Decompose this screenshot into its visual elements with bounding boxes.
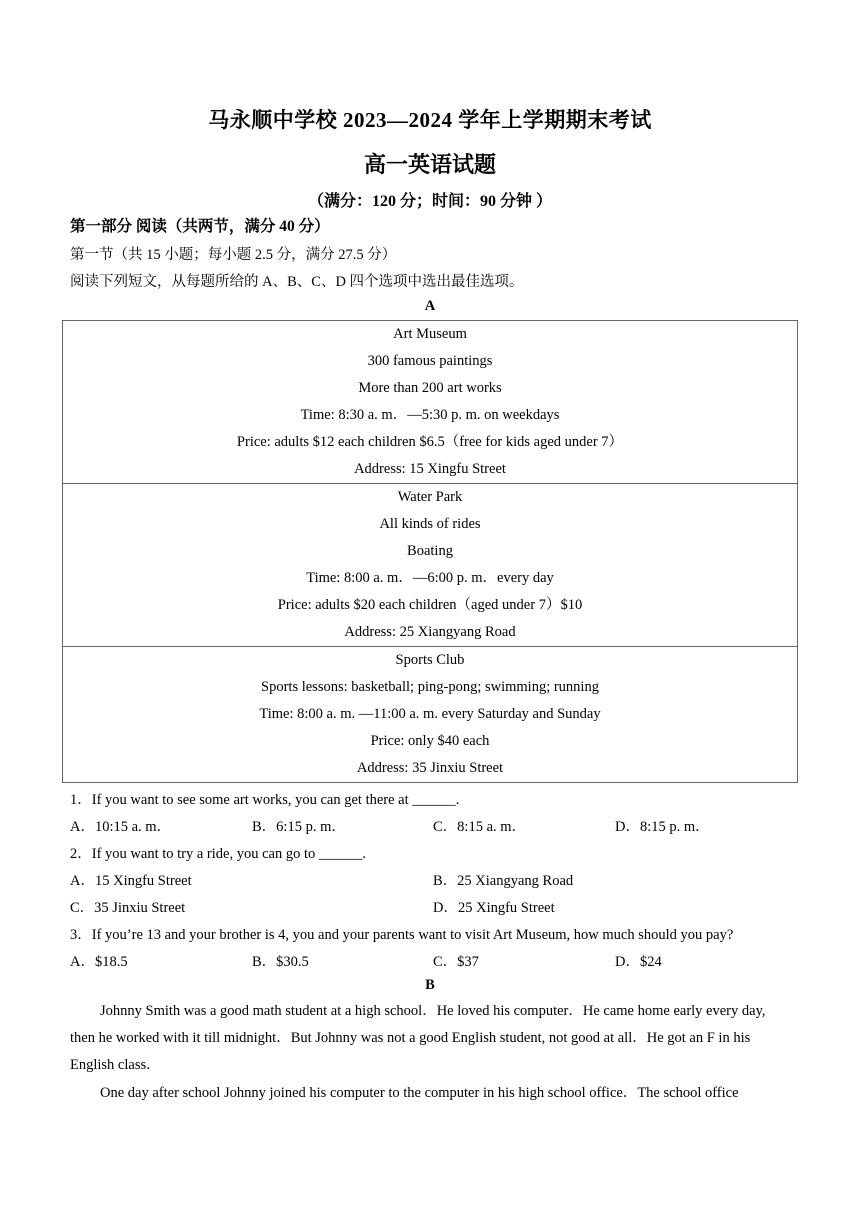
passage-b-paragraph-1: Johnny Smith was a good math student at a high school．He loved his computer．He came home early every day, then he worked with it till midnight．But Johnny was not a good English student, not good at all．He got an F in his English class． <box>70 1003 766 1073</box>
table-line: Sports Club <box>395 652 465 668</box>
question-2-stem: 2．If you want to try a ride, you can go to ______. <box>70 846 366 862</box>
table-line: Price: adults $12 each children $6.5（free for kids aged under 7） <box>236 434 624 450</box>
instruction-text: 阅读下列短文，从每题所给的 A、B、C、D 四个选项中选出最佳选项。 <box>70 274 524 290</box>
question-3-option-a[interactable]: A．$18.5 <box>70 954 128 970</box>
table-line: Time: 8:00 a. m. —11:00 a. m. every Saturday and Sunday <box>259 706 601 722</box>
table-line: Time: 8:30 a. m．—5:30 p. m. on weekdays <box>300 407 560 423</box>
exam-title: 马永顺中学校 2023—2024 学年上学期期末考试 <box>208 108 652 132</box>
section-heading: 第一节（共 15 小题；每小题 2.5 分，满分 27.5 分） <box>70 247 397 263</box>
question-3-option-b[interactable]: B．$30.5 <box>252 954 309 970</box>
table-line: Address: 15 Xingfu Street <box>354 461 506 477</box>
table-line: More than 200 art works <box>358 380 502 396</box>
question-1-option-b[interactable]: B．6:15 p. m． <box>252 819 346 835</box>
question-3-option-d[interactable]: D．$24 <box>615 954 662 970</box>
table-line: Boating <box>407 543 453 559</box>
table-cell-water-park <box>63 483 797 646</box>
question-2-option-b[interactable]: B．25 Xiangyang Road <box>433 873 574 889</box>
question-3-option-c[interactable]: C．$37 <box>433 954 479 970</box>
table-line: 300 famous paintings <box>367 353 493 369</box>
passage-a-label: A <box>424 298 436 314</box>
table-line: Address: 25 Xiangyang Road <box>344 624 516 640</box>
info-table <box>62 320 798 783</box>
question-1-option-c[interactable]: C．8:15 a. m． <box>433 819 527 835</box>
exam-subtitle: 高一英语试题 <box>363 152 496 177</box>
table-line: Price: only $40 each <box>370 733 490 749</box>
table-line: Price: adults $20 each children（aged under 7）$10 <box>277 597 583 613</box>
table-cell-art-museum <box>63 321 797 483</box>
table-line: Time: 8:00 a. m．—6:00 p. m．every day <box>306 570 554 586</box>
part-heading: 第一部分 阅读（共两节，满分 40 分） <box>70 218 330 235</box>
question-2-option-d[interactable]: D．25 Xingfu Street <box>433 900 555 916</box>
question-2-option-c[interactable]: C．35 Jinxiu Street <box>70 900 186 916</box>
table-line: Address: 35 Jinxiu Street <box>356 760 504 776</box>
table-cell-sports-club <box>63 646 797 782</box>
exam-info: （满分：120 分；时间：90 分钟 ） <box>307 193 552 210</box>
question-2-option-a[interactable]: A．15 Xingfu Street <box>70 873 192 889</box>
question-3-stem: 3．If you’re 13 and your brother is 4, you and your parents want to visit Art Museum, how much should you pay? <box>70 927 734 943</box>
table-line: Water Park <box>397 489 463 505</box>
question-1-option-a[interactable]: A．10:15 a. m． <box>70 819 172 835</box>
question-1-stem: 1．If you want to see some art works, you can get there at ______. <box>70 792 460 808</box>
table-line: All kinds of rides <box>379 516 481 532</box>
question-1-option-d[interactable]: D．8:15 p. m． <box>615 819 710 835</box>
table-line: Art Museum <box>393 326 467 342</box>
passage-b-paragraph-2: One day after school Johnny joined his computer to the computer in his high school office．The school office <box>100 1085 739 1101</box>
table-line: Sports lessons: basketball; ping-pong; swimming; running <box>261 679 599 695</box>
passage-b-label: B <box>425 977 435 993</box>
